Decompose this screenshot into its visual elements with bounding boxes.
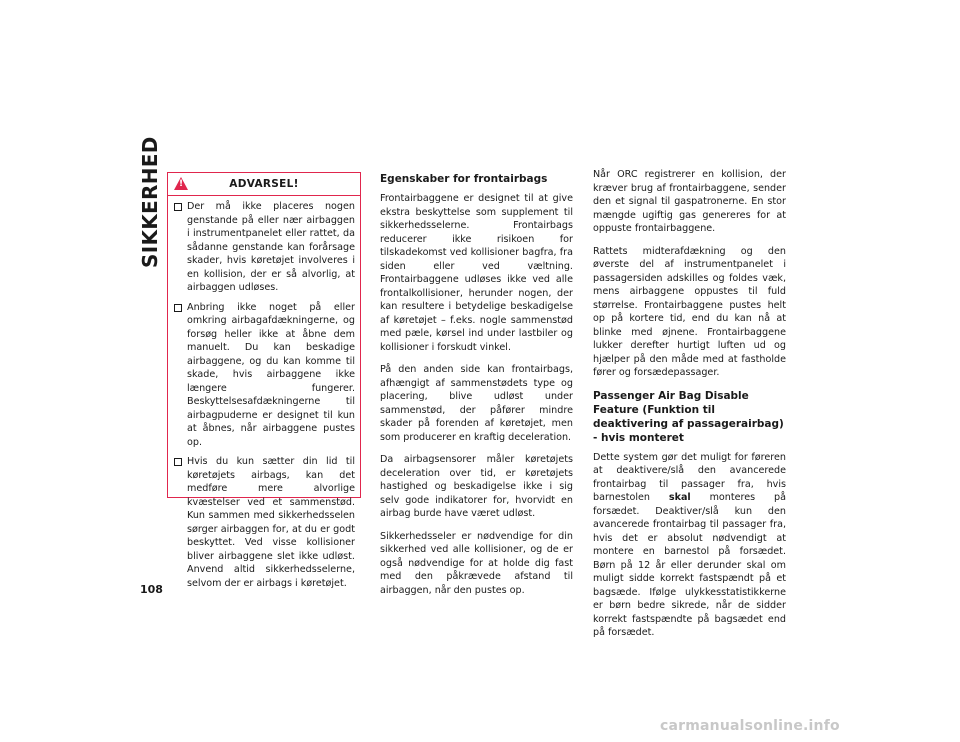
warning-triangle-icon (174, 177, 188, 190)
warning-list (168, 196, 360, 590)
warning-item-text: Hvis du kun sætter din lid til køretøjets airbags, kan det medføre mere alvorlige kvæstelser ved et sammenstød. Kun sammen med sikkerhedsselen sørger airbaggen for, at du er godt beskyttet. Ved visse kollisioner bliver airbaggene slet ikke udløst. Anvend altid sikkerhedsselerne, selvom der er airbags i køretøjet. (187, 456, 355, 589)
emphasis-text: skal (668, 492, 691, 503)
passenger-airbag-heading: Passenger Air Bag Disable Feature (Funktion til deaktivering af passagerairbag) - hvis monteret (593, 389, 784, 444)
warning-header (168, 173, 360, 196)
text-run: monteres på forsædet. Deaktiver/slå kun den avancerede frontairbag til passager fra, hvis det er absolut nødvendigt at montere en barnestol på forsædet. Børn på 12 år eller derunder skal om muligt sidde korrekt fastspændt på et bagsæde. Ifølge ulykkesstatistikkerne er børn bedre sikrede, når de sidder korrekt fastspændte på bagsædet end på forsædet. (593, 492, 786, 638)
watermark-footer: carmanualsonline.info (660, 718, 840, 734)
paragraph: Frontairbaggene er designet til at give ekstra beskyttelse som supplement til sikkerhedsselerne. Frontairbags reducerer ikke risikoen for tilskadekomst ved kollisioner bagfra, fra siden eller ved væltning. Frontairbaggene udløses ikke ved alle frontalkollisioner, herunder nogen, der kan resultere i betydelige beskadigelse af køretøjet – f.eks. nogle sammenstød med pæle, kørsel ind under lastbiler og kollisioner i forskudt vinkel. (380, 193, 573, 353)
checkbox-square-icon (174, 203, 182, 211)
warning-item-text: Der må ikke placeres nogen genstande på eller nær airbaggen i instrumentpanelet eller rattet, da sådanne genstande kan forårsage skader, hvis køretøjet involveres i en kollision, der er så alvorlig, at airbaggen udløses. (187, 201, 355, 293)
checkbox-square-icon (174, 304, 182, 312)
warning-item-text: Anbring ikke noget på eller omkring airbagafdækningerne, og forsøg heller ikke at åbne dem manuelt. Du kan beskadige airbaggene, og du kan komme til skade, hvis airbaggene ikke længere fungerer. Beskyttelsesafdækningerne til airbagpuderne er designet til kun at åbnes, når airbaggene pustes op. (187, 301, 355, 448)
section-title-text: SIKKERHED (138, 136, 162, 268)
paragraph: Da airbagsensorer måler køretøjets deceleration over tid, er køretøjets hastighed og beskadigelse ikke i sig selv gode indikatorer for, hvorvidt en airbag burde have været udløst. (380, 454, 573, 519)
frontairbag-heading: Egenskaber for frontairbags (380, 173, 548, 185)
paragraph: Når ORC registrerer en kollision, der kræver brug af frontairbaggene, sender den et signal til gaspatronerne. En stor mængde ugiftig gas genereres for at oppuste frontairbaggene. (593, 169, 786, 234)
list-item (173, 301, 355, 450)
warning-title: ADVARSEL! (229, 178, 299, 190)
paragraph: Rattets midterafdækning og den øverste del af instrumentpanelet i passagersiden adskilles og foldes væk, mens airbaggene oppustes til fuld størrelse. Frontairbaggene pustes helt op på kortere tid, end du kan nå at blinke med øjnene. Frontairbaggene lukker derefter hurtigt luften ud og hjælper på den måde med at fastholde fører og forsædepassager. (593, 245, 786, 378)
middle-column (380, 172, 573, 606)
paragraph (593, 451, 786, 640)
paragraph: Sikkerhedsseler er nødvendige for din sikkerhed ved alle kollisioner, og de er også nødvendige for at holde dig fast med den påkrævede afstand til airbaggen, når den pustes op. (380, 530, 573, 596)
list-item (173, 200, 355, 295)
paragraph: På den anden side kan frontairbags, afhængigt af sammenstødets type og placering, blive udløst under sammenstød, der påfører mindre skader på forenden af køretøjet, men som producerer en kraftig deceleration. (380, 364, 573, 443)
text-run: Dette system gør det muligt for føreren at deaktivere/slå den avancerede frontairbag til passager fra, hvis barnestolen (593, 451, 786, 503)
right-column (593, 168, 786, 649)
checkbox-square-icon (174, 458, 182, 466)
list-item (173, 455, 355, 590)
section-title (130, 136, 170, 268)
warning-box (167, 172, 361, 589)
page-number: 108 (140, 583, 163, 596)
